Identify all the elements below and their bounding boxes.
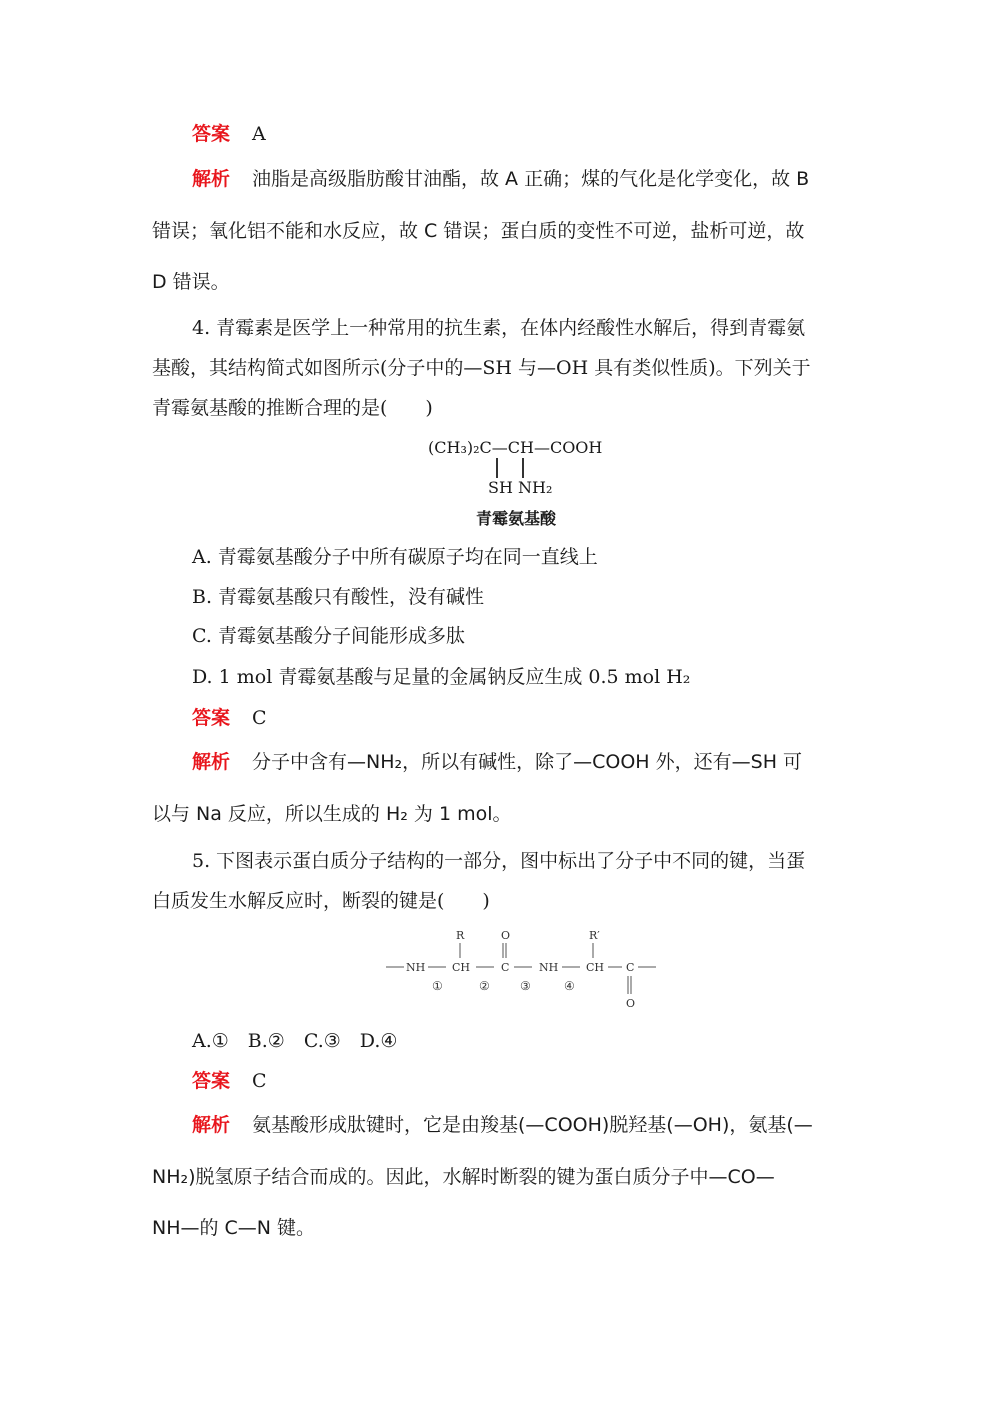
q4-answer — [192, 706, 267, 730]
peptide-bond-figure — [384, 928, 660, 1012]
bond-line — [496, 458, 498, 478]
bond-label-2: ② — [479, 979, 490, 993]
q3-analysis-line-1 — [192, 167, 809, 191]
analysis-label: 解析 — [192, 1114, 231, 1136]
q4-analysis-line-1 — [192, 750, 802, 774]
q5-analysis-line-1 — [192, 1113, 813, 1137]
bond-line — [522, 458, 524, 478]
q5-analysis-line-3: NH—的 C—N 键。 — [152, 1217, 316, 1239]
q5-stem-line-1: 5. 下图表示蛋白质分子结构的一部分，图中标出了分子中不同的键，当蛋 — [192, 850, 806, 872]
answer-value: A — [252, 123, 266, 145]
q4-option-b: B. 青霉氨基酸只有酸性，没有碱性 — [192, 586, 485, 608]
carbonyl-o-top: O — [501, 929, 511, 942]
q5-analysis-line-2: NH₂)脱氢原子结合而成的。因此，水解时断裂的键为蛋白质分子中—CO— — [152, 1166, 775, 1188]
answer-label: 答案 — [192, 123, 231, 145]
c-atom: C — [626, 961, 635, 974]
analysis-label: 解析 — [192, 168, 231, 190]
q4-stem-line-2: 基酸，其结构简式如图所示(分子中的—SH 与—OH 具有类似性质)。下列关于 — [152, 357, 811, 379]
analysis-text: 氨基酸形成肽键时，它是由羧基(—COOH)脱羟基(—OH)，氨基(— — [252, 1114, 813, 1136]
answer-value: C — [252, 1070, 267, 1092]
q4-stem-line-3: 青霉氨基酸的推断合理的是( ) — [152, 397, 433, 419]
penicillamine-structure-figure — [428, 438, 628, 530]
q4-stem-line-1: 4. 青霉素是医学上一种常用的抗生素，在体内经酸性水解后，得到青霉氨 — [192, 317, 806, 339]
q4-option-d: D. 1 mol 青霉氨基酸与足量的金属钠反应生成 0.5 mol H₂ — [192, 666, 691, 688]
bond-label-4: ④ — [564, 979, 575, 993]
q5-options: A.① B.② C.③ D.④ — [192, 1030, 398, 1052]
r-group-label: R — [456, 929, 465, 942]
answer-value: C — [252, 707, 267, 729]
nh-atom: NH — [406, 961, 426, 974]
q5-answer — [192, 1069, 267, 1093]
q3-analysis-line-3: D 错误。 — [152, 271, 230, 293]
bond-label-3: ③ — [520, 979, 531, 993]
q5-stem-line-2: 白质发生水解反应时，断裂的键是( ) — [152, 890, 490, 912]
r-prime-group-label: R′ — [589, 929, 600, 942]
ch-atom: CH — [452, 961, 471, 974]
q3-analysis-line-2: 错误；氧化铝不能和水反应，故 C 错误；蛋白质的变性不可逆，盐析可逆，故 — [152, 220, 805, 242]
q3-answer — [192, 122, 266, 146]
sh-group: SH — [488, 478, 513, 497]
figure-caption: 青霉氨基酸 — [476, 509, 557, 528]
nh-atom: NH — [539, 961, 559, 974]
nh2-group: NH₂ — [518, 478, 553, 497]
c-atom: C — [501, 961, 510, 974]
formula-main: (CH₃)₂C—CH—COOH — [428, 438, 603, 457]
answer-label: 答案 — [192, 707, 231, 729]
q4-option-c: C. 青霉氨基酸分子间能形成多肽 — [192, 625, 465, 647]
ch-atom: CH — [586, 961, 605, 974]
carbonyl-o-bottom: O — [626, 997, 636, 1010]
q4-analysis-line-2: 以与 Na 反应，所以生成的 H₂ 为 1 mol。 — [152, 803, 512, 825]
analysis-label: 解析 — [192, 751, 231, 773]
answer-label: 答案 — [192, 1070, 231, 1092]
q4-option-a: A. 青霉氨基酸分子中所有碳原子均在同一直线上 — [192, 546, 598, 568]
bond-label-1: ① — [432, 979, 443, 993]
analysis-text: 分子中含有—NH₂，所以有碱性，除了—COOH 外，还有—SH 可 — [252, 751, 803, 773]
analysis-text: 油脂是高级脂肪酸甘油酯，故 A 正确；煤的气化是化学变化，故 B — [252, 168, 810, 190]
